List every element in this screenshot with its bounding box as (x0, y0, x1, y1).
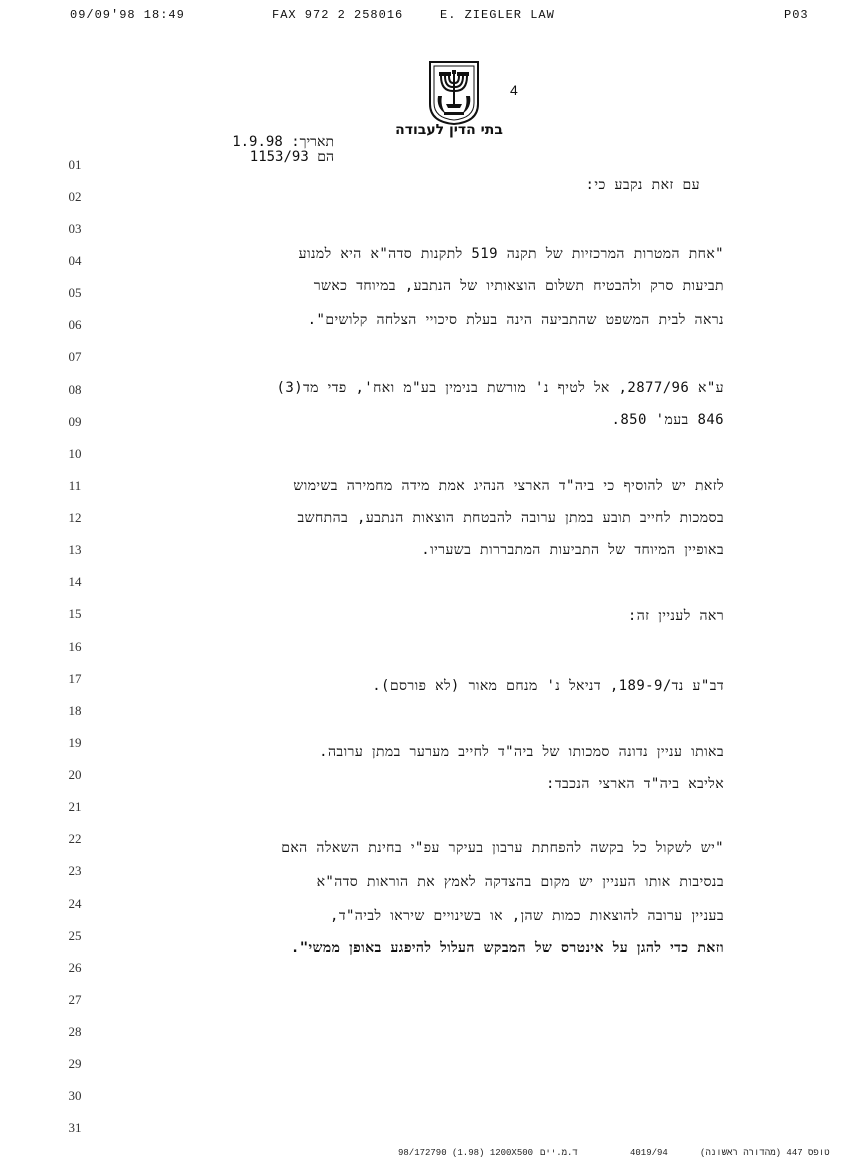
body-line: ע"א 2877/96, אל לטיף נ' מורשת בנימין בע"מ ואח', פדי מד(3) (276, 380, 724, 396)
line-number: 01 (68, 157, 82, 172)
body-line: ראה לעניין זה: (627, 608, 724, 624)
line-number: 07 (68, 349, 82, 364)
line-number: 27 (68, 992, 82, 1007)
body-line: בסמכות לחייב תובע במתן ערובה להבטחת הוצאות הנתבע, בהתחשב (297, 510, 724, 526)
body-line: עם זאת נקבע כי: (585, 177, 700, 193)
line-number: 22 (68, 831, 82, 846)
footer-form-ref: 98/172790 (1.98) 1200X500 (398, 1148, 534, 1158)
line-number: 05 (68, 285, 82, 300)
body-line: דב"ע נד/189-9, דניאל נ' מנחם מאור (לא פורסם). (372, 678, 724, 694)
line-number: 26 (68, 960, 82, 975)
line-number: 15 (68, 606, 82, 621)
body-line: לזאת יש להוסיף כי ביה"ד הארצי הנהיג אמת מידה מחמירה בשימוש (293, 478, 724, 494)
line-number: 21 (68, 799, 82, 814)
line-number: 14 (68, 574, 82, 589)
body-line: "אחת המטרות המרכזיות של תקנה 519 לתקנות סדה"א היא למנוע (298, 246, 724, 262)
body-line: 846 בעמ' 850. (611, 412, 724, 428)
line-number: 30 (68, 1088, 82, 1103)
body-line: אליבא ביה"ד הארצי הנכבד: (546, 776, 724, 792)
footer-mark: ד.מ.יים (540, 1148, 578, 1158)
line-number: 10 (68, 446, 82, 461)
line-number: 17 (68, 671, 82, 686)
body-line: וזאת כדי להגן על אינטרס של המבקש העלול להיפגע באופן ממשי". (290, 940, 724, 956)
line-number: 19 (68, 735, 82, 750)
line-number: 12 (68, 510, 82, 525)
line-number: 24 (68, 896, 82, 911)
body-line: "יש לשקול כל בקשה להפחתת ערבון בעיקר עפ"י בחינת השאלה האם (281, 840, 724, 856)
body-line: באופיין המיוחד של התביעות המתבררות בשעריו. (421, 542, 724, 558)
line-number: 08 (68, 382, 82, 397)
line-number: 06 (68, 317, 82, 332)
footer-form-name: טופס 447 (מהדורה ראשונה) (700, 1148, 830, 1158)
body-line: בעניין ערובה להוצאות כמות שהן, או בשינויים שיראו לביה"ד, (330, 908, 724, 924)
line-number: 16 (68, 639, 82, 654)
page-number: 4 (510, 82, 518, 98)
line-number: 29 (68, 1056, 82, 1071)
court-name: בתי הדין לעבודה (395, 122, 503, 138)
body-line: באותו עניין נדונה סמכותו של ביה"ד לחייב מערער במתן ערובה. (319, 744, 724, 760)
line-number: 31 (68, 1120, 82, 1135)
footer-code: 4019/94 (630, 1148, 668, 1158)
case-number-line: הם 1153/93 (249, 149, 334, 165)
fax-page: P03 (784, 8, 809, 22)
body-line: בנסיבות אותו העניין יש מקום בהצדקה לאמץ את הוראות סדה"א (316, 874, 724, 890)
date-line: תאריך: 1.9.98 (232, 134, 334, 150)
line-number: 25 (68, 928, 82, 943)
line-number: 04 (68, 253, 82, 268)
fax-number: FAX 972 2 258016 (272, 8, 404, 22)
line-number: 28 (68, 1024, 82, 1039)
line-number: 02 (68, 189, 82, 204)
state-emblem-icon (426, 60, 482, 126)
line-number: 03 (68, 221, 82, 236)
fax-datetime: 09/09'98 18:49 (70, 8, 185, 22)
body-line: תביעות סרק ולהבטיח תשלום הוצאותיו של הנתבע, במיוחד כאשר (313, 278, 724, 294)
line-number: 23 (68, 863, 82, 878)
line-number: 09 (68, 414, 82, 429)
line-number: 13 (68, 542, 82, 557)
fax-sender: E. ZIEGLER LAW (440, 8, 555, 22)
line-number: 20 (68, 767, 82, 782)
line-number: 11 (68, 478, 82, 493)
line-number: 18 (68, 703, 82, 718)
body-line: נראה לבית המשפט שהתביעה הינה בעלת סיכויי הצלחה קלושים". (307, 312, 724, 328)
